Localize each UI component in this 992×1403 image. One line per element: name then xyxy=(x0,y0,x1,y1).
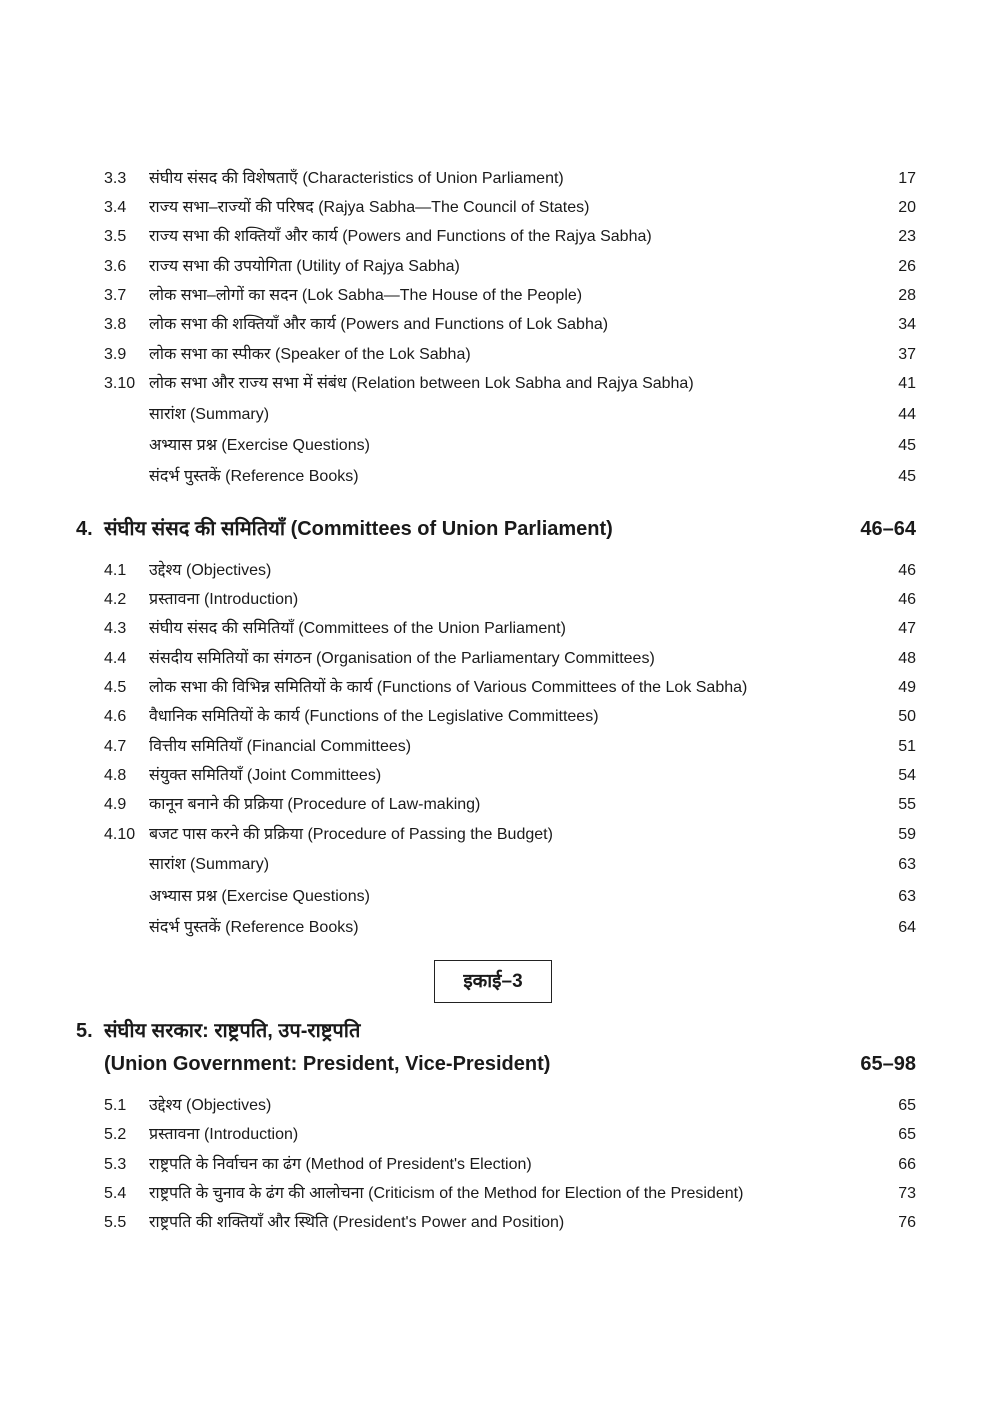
entry-number: 5.2 xyxy=(104,1126,127,1143)
entry-page: 46 xyxy=(898,562,916,579)
entry-page: 17 xyxy=(898,170,916,187)
entry-page: 51 xyxy=(898,738,916,755)
entry-page: 55 xyxy=(898,796,916,813)
entry-title: उद्देश्य (Objectives) xyxy=(149,562,272,579)
entry-title: संयुक्त समितियाँ (Joint Committees) xyxy=(149,767,382,784)
entry-page: 48 xyxy=(898,650,916,667)
entry-number: 3.8 xyxy=(104,316,127,333)
toc-entry[interactable] xyxy=(104,1211,916,1235)
entry-title: लोक सभा की विभिन्न समितियों के कार्य (Functions of Various Committees of the Lok Sabha) xyxy=(149,679,748,696)
entry-number: 4.5 xyxy=(104,679,127,696)
toc-entry[interactable] xyxy=(104,403,916,427)
entry-number: 4.4 xyxy=(104,650,127,667)
entry-number: 4.3 xyxy=(104,620,127,637)
entry-number: 3.7 xyxy=(104,287,127,304)
entry-title: वित्तीय समितियाँ (Financial Committees) xyxy=(149,738,412,755)
toc-entry[interactable] xyxy=(104,617,916,641)
toc-entry[interactable] xyxy=(104,434,916,458)
entry-page: 66 xyxy=(898,1156,916,1173)
toc-entry[interactable] xyxy=(104,588,916,612)
entry-number: 4.10 xyxy=(104,826,136,843)
entry-number: 5.3 xyxy=(104,1156,127,1173)
entry-title: कानून बनाने की प्रक्रिया (Procedure of Law-making) xyxy=(149,796,481,813)
toc-entry[interactable] xyxy=(104,764,916,788)
toc-entry[interactable] xyxy=(104,885,916,909)
entry-page: 63 xyxy=(898,888,916,905)
entry-title: बजट पास करने की प्रक्रिया (Procedure of Passing the Budget) xyxy=(149,826,553,843)
toc-entry[interactable] xyxy=(104,1182,916,1206)
toc-entry[interactable] xyxy=(104,647,916,671)
entry-page: 65 xyxy=(898,1126,916,1143)
toc-entry[interactable] xyxy=(104,916,916,940)
entry-title: राज्य सभा की शक्तियाँ और कार्य (Powers and Functions of the Rajya Sabha) xyxy=(149,228,652,245)
entry-title: सारांश (Summary) xyxy=(149,856,270,873)
chapter-heading-english[interactable] xyxy=(76,1049,916,1079)
entry-page: 59 xyxy=(898,826,916,843)
entry-title: सारांश (Summary) xyxy=(149,406,270,423)
entry-page: 54 xyxy=(898,767,916,784)
toc-entry[interactable] xyxy=(104,1094,916,1118)
entry-number: 4.9 xyxy=(104,796,127,813)
toc-entry[interactable] xyxy=(104,1123,916,1147)
chapter-page-range: 46–64 xyxy=(860,518,916,540)
entry-title: लोक सभा की शक्तियाँ और कार्य (Powers and Functions of Lok Sabha) xyxy=(149,316,609,333)
entry-page: 63 xyxy=(898,856,916,873)
entry-title: लोक सभा और राज्य सभा में संबंध (Relation between Lok Sabha and Rajya Sabha) xyxy=(149,375,694,392)
entry-page: 47 xyxy=(898,620,916,637)
entry-page: 45 xyxy=(898,437,916,454)
entry-title: राष्ट्रपति के चुनाव के ढंग की आलोचना (Criticism of the Method for Election of the President) xyxy=(149,1185,744,1202)
entry-page: 64 xyxy=(898,919,916,936)
entry-number: 4.2 xyxy=(104,591,127,608)
entry-page: 37 xyxy=(898,346,916,363)
toc-entry[interactable] xyxy=(104,372,916,396)
toc-entry[interactable] xyxy=(104,735,916,759)
entry-title: अभ्यास प्रश्न (Exercise Questions) xyxy=(149,888,370,905)
entry-number: 4.7 xyxy=(104,738,127,755)
unit-label-box: इकाई–3 xyxy=(434,960,552,1003)
toc-entry[interactable] xyxy=(104,823,916,847)
entry-page: 49 xyxy=(898,679,916,696)
toc-entry[interactable] xyxy=(104,676,916,700)
chapter-title: संघीय संसद की समितियाँ (Committees of Union Parliament) xyxy=(104,518,613,540)
entry-title: राज्य सभा–राज्यों की परिषद (Rajya Sabha—The Council of States) xyxy=(149,199,590,216)
toc-entry[interactable] xyxy=(104,793,916,817)
toc-entry[interactable] xyxy=(104,255,916,279)
entry-title: प्रस्तावना (Introduction) xyxy=(149,1126,299,1143)
chapter-title-english: (Union Government: President, Vice-President) xyxy=(104,1053,551,1075)
entry-number: 4.1 xyxy=(104,562,127,579)
entry-page: 23 xyxy=(898,228,916,245)
toc-entry[interactable] xyxy=(104,167,916,191)
entry-page: 26 xyxy=(898,258,916,275)
toc-entry[interactable] xyxy=(104,559,916,583)
entry-number: 4.6 xyxy=(104,708,127,725)
entry-title: संघीय संसद की विशेषताएँ (Characteristics of Union Parliament) xyxy=(149,170,564,187)
entry-title: संदर्भ पुस्तकें (Reference Books) xyxy=(149,468,359,485)
entry-page: 46 xyxy=(898,591,916,608)
entry-page: 73 xyxy=(898,1185,916,1202)
chapter-number: 4. xyxy=(76,518,93,540)
entry-page: 44 xyxy=(898,406,916,423)
entry-title: उद्देश्य (Objectives) xyxy=(149,1097,272,1114)
toc-entry[interactable] xyxy=(104,225,916,249)
entry-title: संघीय संसद की समितियाँ (Committees of the Union Parliament) xyxy=(149,620,566,637)
entry-number: 3.9 xyxy=(104,346,127,363)
chapter-heading[interactable] xyxy=(76,514,916,544)
chapter-page-range: 65–98 xyxy=(860,1053,916,1075)
entry-title: अभ्यास प्रश्न (Exercise Questions) xyxy=(149,437,370,454)
entry-title: राष्ट्रपति की शक्तियाँ और स्थिति (President's Power and Position) xyxy=(149,1214,565,1231)
entry-title: प्रस्तावना (Introduction) xyxy=(149,591,299,608)
entry-number: 3.3 xyxy=(104,170,127,187)
entry-page: 20 xyxy=(898,199,916,216)
entry-page: 34 xyxy=(898,316,916,333)
entry-page: 41 xyxy=(898,375,916,392)
entry-number: 3.5 xyxy=(104,228,127,245)
entry-title: राज्य सभा की उपयोगिता (Utility of Rajya Sabha) xyxy=(149,258,460,275)
toc-entry[interactable] xyxy=(104,1153,916,1177)
entry-title: संदर्भ पुस्तकें (Reference Books) xyxy=(149,919,359,936)
entry-page: 76 xyxy=(898,1214,916,1231)
toc-entry[interactable] xyxy=(104,343,916,367)
entry-title: लोक सभा का स्पीकर (Speaker of the Lok Sabha) xyxy=(149,346,471,363)
entry-page: 45 xyxy=(898,468,916,485)
entry-number: 3.4 xyxy=(104,199,127,216)
entry-page: 28 xyxy=(898,287,916,304)
entry-number: 4.8 xyxy=(104,767,127,784)
entry-number: 3.10 xyxy=(104,375,136,392)
entry-page: 50 xyxy=(898,708,916,725)
toc-entry[interactable] xyxy=(104,284,916,308)
chapter-heading[interactable] xyxy=(76,1016,916,1046)
entry-number: 5.1 xyxy=(104,1097,127,1114)
entry-number: 5.5 xyxy=(104,1214,127,1231)
entry-page: 65 xyxy=(898,1097,916,1114)
chapter-title-hindi: संघीय सरकार: राष्ट्रपति, उप-राष्ट्रपति xyxy=(104,1020,361,1042)
toc-entry[interactable] xyxy=(104,313,916,337)
chapter-number: 5. xyxy=(76,1020,93,1042)
toc-entry[interactable] xyxy=(104,465,916,489)
entry-number: 5.4 xyxy=(104,1185,127,1202)
entry-title: संसदीय समितियों का संगठन (Organisation of the Parliamentary Committees) xyxy=(149,650,655,667)
entry-title: राष्ट्रपति के निर्वाचन का ढंग (Method of President's Election) xyxy=(149,1156,532,1173)
entry-title: वैधानिक समितियों के कार्य (Functions of the Legislative Committees) xyxy=(149,708,599,725)
toc-entry[interactable] xyxy=(104,853,916,877)
entry-title: लोक सभा–लोगों का सदन (Lok Sabha—The House of the People) xyxy=(149,287,583,304)
toc-entry[interactable] xyxy=(104,705,916,729)
entry-number: 3.6 xyxy=(104,258,127,275)
toc-entry[interactable] xyxy=(104,196,916,220)
